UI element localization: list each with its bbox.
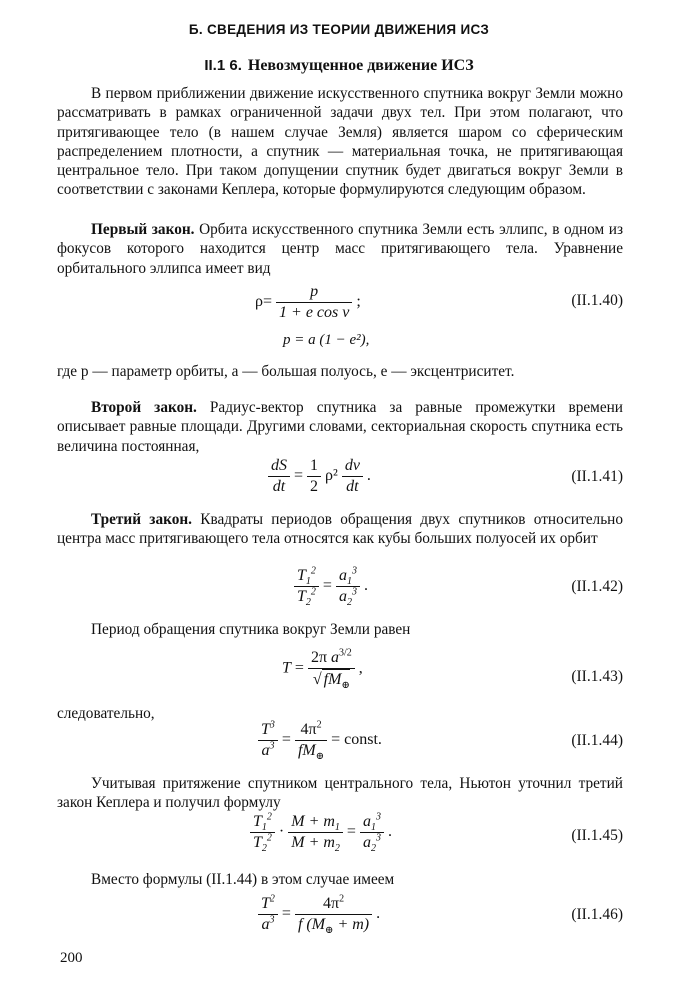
equation-41	[268, 456, 371, 497]
equation-44: $\frac{T^3}{a^3}$ = $\frac{4\pi^2}{fM_\oplus}$ = const.	[258, 720, 382, 761]
eq41-rho: ρ²	[325, 467, 338, 485]
instead-text: Вместо формулы (II.1.44) в этом случае имеем	[91, 871, 395, 888]
first-law-paragraph	[57, 220, 623, 278]
first-law-text: Орбита искусственного спутника Земли есть эллипс, в одном из фокусов которого находится центр масс притягивающего тела. Уравнение орбитального эллипса имеет вид	[57, 221, 623, 277]
eq41-d1: dt	[272, 478, 286, 495]
eq40-numerator: p	[276, 282, 352, 303]
eq41-equals: =	[294, 467, 304, 485]
equation-45: $\frac{T_1^2}{T_2^2}$ · $\frac{M + m_1}{M + m_2}$ = $\frac{a_1^3}{a_2^3}$ .	[250, 812, 392, 853]
eq41-frac2	[307, 456, 321, 497]
newton-text: Учитывая притяжение спутником центрального тела, Ньютон уточнил третий закон Кеплера и получил формулу	[57, 775, 623, 812]
first-law-label: Первый закон.	[91, 221, 195, 238]
second-law-text: Радиус-вектор спутника за равные промежутки времени описывает равные площади. Другими словами, секториальная скорость спутника есть величина постоянная,	[57, 399, 623, 455]
equation-43: T = $\frac{2\pi a^{3/2}}{√ fM_\oplus}$ ,	[282, 647, 363, 692]
eq41-tail: .	[366, 467, 371, 485]
section-heading	[0, 57, 678, 75]
eq46-number: (II.1.46)	[571, 906, 623, 923]
equation-40	[255, 282, 361, 323]
eq41-frac1	[268, 456, 290, 497]
third-law-paragraph	[57, 510, 623, 549]
eq40-lhs: ρ=	[255, 293, 273, 311]
eq40-fraction	[276, 282, 352, 323]
eq40-number: (II.1.40)	[571, 292, 623, 309]
second-law-label: Второй закон.	[91, 399, 197, 416]
eq41-d3: dt	[346, 478, 359, 495]
section-title: Невозмущенное движение ИСЗ	[247, 57, 474, 74]
eq41-frac3	[342, 456, 363, 497]
intro-paragraph: В первом приближении движение искусственного спутника вокруг Земли можно рассматривать в рамках ограниченной задачи двух тел. При этом полагают, что притягивающее тело (в нашем случае Земля) является шаром со сферическим распределением плотности, а спутник — материальная точка, не притягивающая центральное тело. При таком допущении спутник будет двигаться вокруг Земли в соответствии с законами Кеплера, которые формулируются следующим образом.	[57, 85, 623, 199]
eq41-n2: 1	[307, 456, 321, 477]
eq42-number: (II.1.42)	[571, 578, 623, 595]
hence-text: следовательно,	[57, 705, 155, 722]
eq41-number: (II.1.41)	[571, 468, 623, 485]
eq44-number: (II.1.44)	[571, 732, 623, 749]
eq40-denominator: 1 + e cos v	[279, 304, 350, 321]
third-law-text: Квадраты периодов обращения двух спутников относительно центра масс притягивающего тела относятся как кубы больших полуосей их орбит	[57, 511, 624, 548]
where-text: где p — параметр орбиты, a — большая полуось, e — эксцентриситет.	[57, 363, 515, 380]
section-number: II.1 6.	[204, 57, 242, 74]
eq41-n3: dv	[342, 456, 363, 477]
chapter-title: Б. СВЕДЕНИЯ ИЗ ТЕОРИИ ДВИЖЕНИЯ ИСЗ	[188, 22, 490, 37]
eq40-line2: p = a (1 − e²),	[283, 332, 370, 348]
eq40-tail: ;	[356, 293, 361, 311]
period-text: Период обращения спутника вокруг Земли равен	[91, 621, 411, 638]
eq45-number: (II.1.45)	[571, 827, 623, 844]
eq41-d2: 2	[310, 478, 319, 495]
page-number: 200	[60, 950, 83, 966]
third-law-label: Третий закон.	[91, 511, 192, 528]
eq43-number: (II.1.43)	[571, 668, 623, 685]
eq44-const: = const.	[331, 731, 382, 749]
second-law-paragraph	[57, 398, 623, 456]
equation-42: $\frac{T_1^2}{T_2^2}$ = $\frac{a_1^3}{a_2^3}$ .	[294, 566, 368, 607]
eq41-n1: dS	[268, 456, 290, 477]
equation-46: $\frac{T^2}{a^3}$ = $\frac{4\pi^2}{f (M_\oplus + m)}$ .	[258, 894, 380, 935]
